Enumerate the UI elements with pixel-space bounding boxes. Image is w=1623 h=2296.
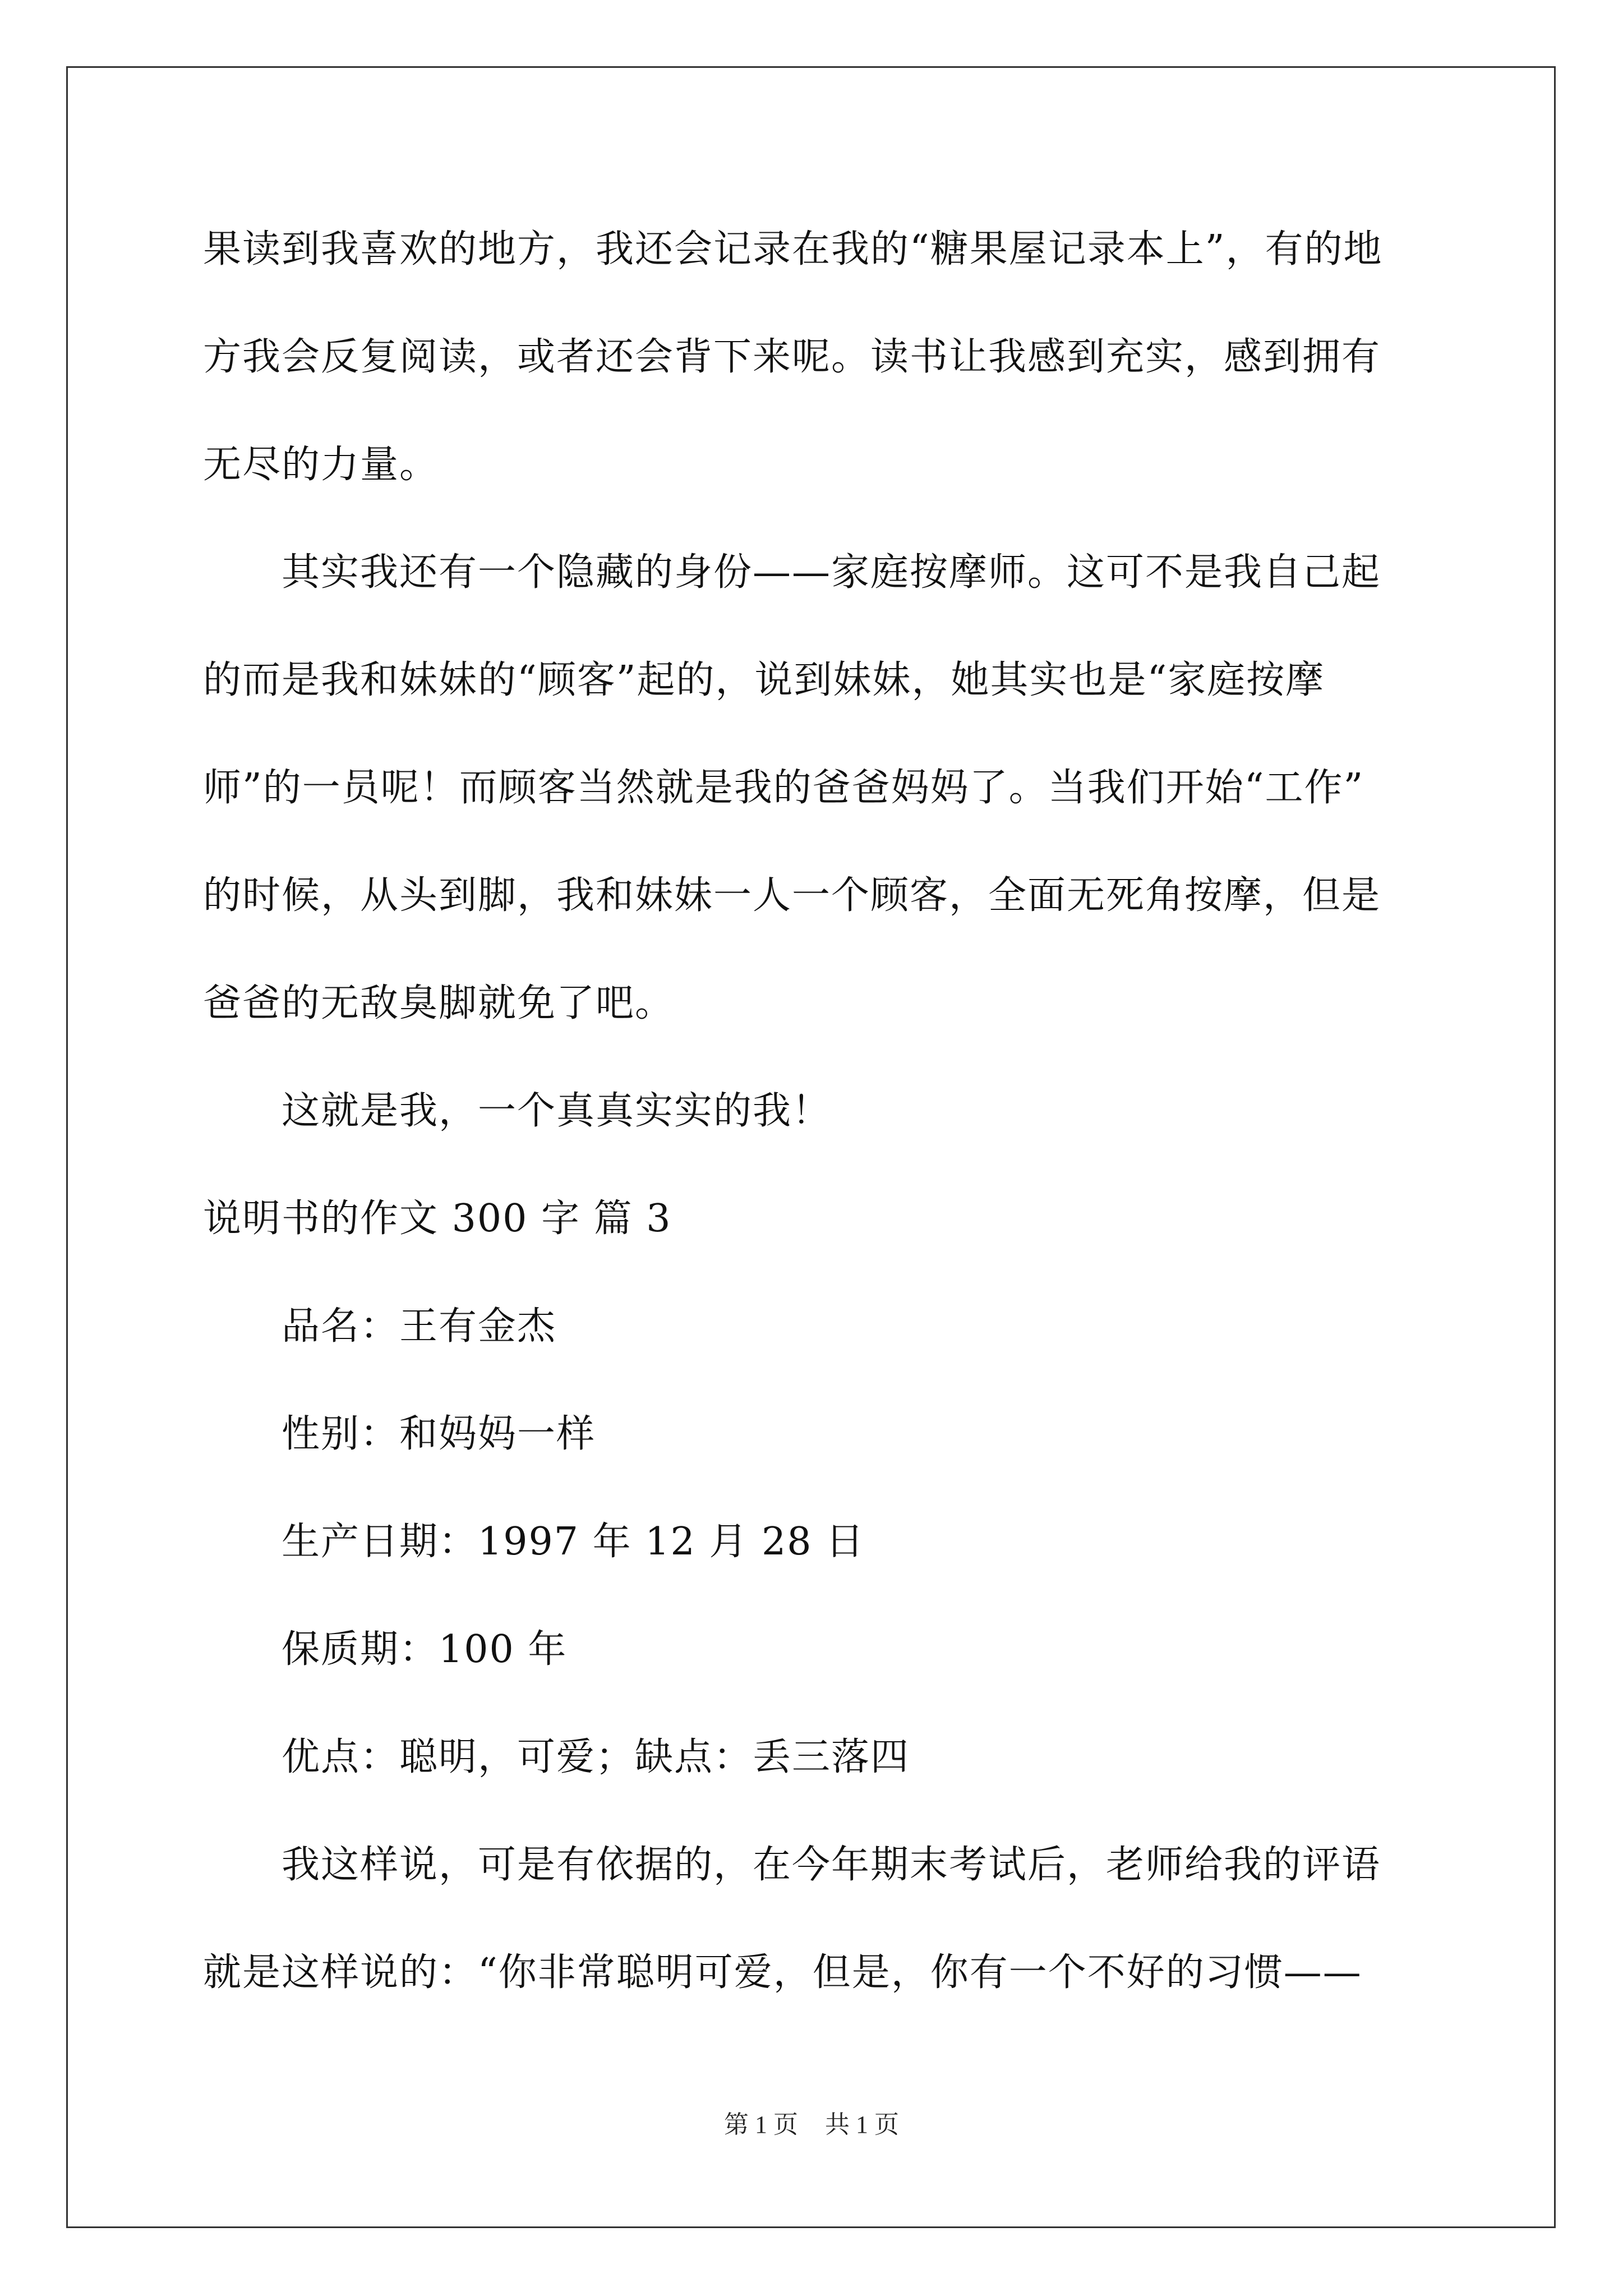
page-number-current: 第 1 页 (724, 2111, 798, 2138)
body-line: 无尽的力量。 (203, 443, 439, 487)
body-line: 方我会反复阅读，或者还会背下来呢。读书让我感到充实，感到拥有 (203, 335, 1381, 379)
page-footer (0, 2108, 1623, 2142)
body-line: 师”的一员呢！而顾客当然就是我的爸爸妈妈了。当我们开始“工作” (203, 766, 1364, 810)
spec-item-pros-cons: 优点：聪明，可爱；缺点：丢三落四 (282, 1735, 910, 1779)
paragraph-start: 我这样说，可是有依据的，在今年期末考试后，老师给我的评语 (282, 1843, 1381, 1887)
body-line: 的时候，从头到脚，我和妹妹一人一个顾客，全面无死角按摩，但是 (203, 873, 1381, 918)
page-border (66, 66, 1556, 2228)
body-line: 果读到我喜欢的地方，我还会记录在我的“糖果屋记录本上”，有的地 (203, 227, 1383, 272)
section-heading: 说明书的作文 300 字 篇 3 (203, 1197, 672, 1241)
body-line: 就是这样说的：“你非常聪明可爱，但是，你有一个不好的习惯—— (203, 1950, 1362, 1995)
spec-item-birth-date: 生产日期：1997 年 12 月 28 日 (282, 1520, 865, 1564)
body-line: 的而是我和妹妹的“顾客”起的，说到妹妹，她其实也是“家庭按摩 (203, 658, 1325, 702)
spec-item-gender: 性别：和妈妈一样 (282, 1412, 596, 1456)
body-line: 爸爸的无敌臭脚就免了吧。 (203, 981, 675, 1025)
paragraph-start: 这就是我，一个真真实实的我！ (282, 1089, 832, 1133)
paragraph-start: 其实我还有一个隐藏的身份——家庭按摩师。这可不是我自己起 (282, 550, 1381, 595)
spec-item-name: 品名：王有金杰 (282, 1304, 557, 1349)
spec-item-shelf-life: 保质期：100 年 (282, 1627, 568, 1672)
page-number-total: 共 1 页 (825, 2111, 899, 2138)
